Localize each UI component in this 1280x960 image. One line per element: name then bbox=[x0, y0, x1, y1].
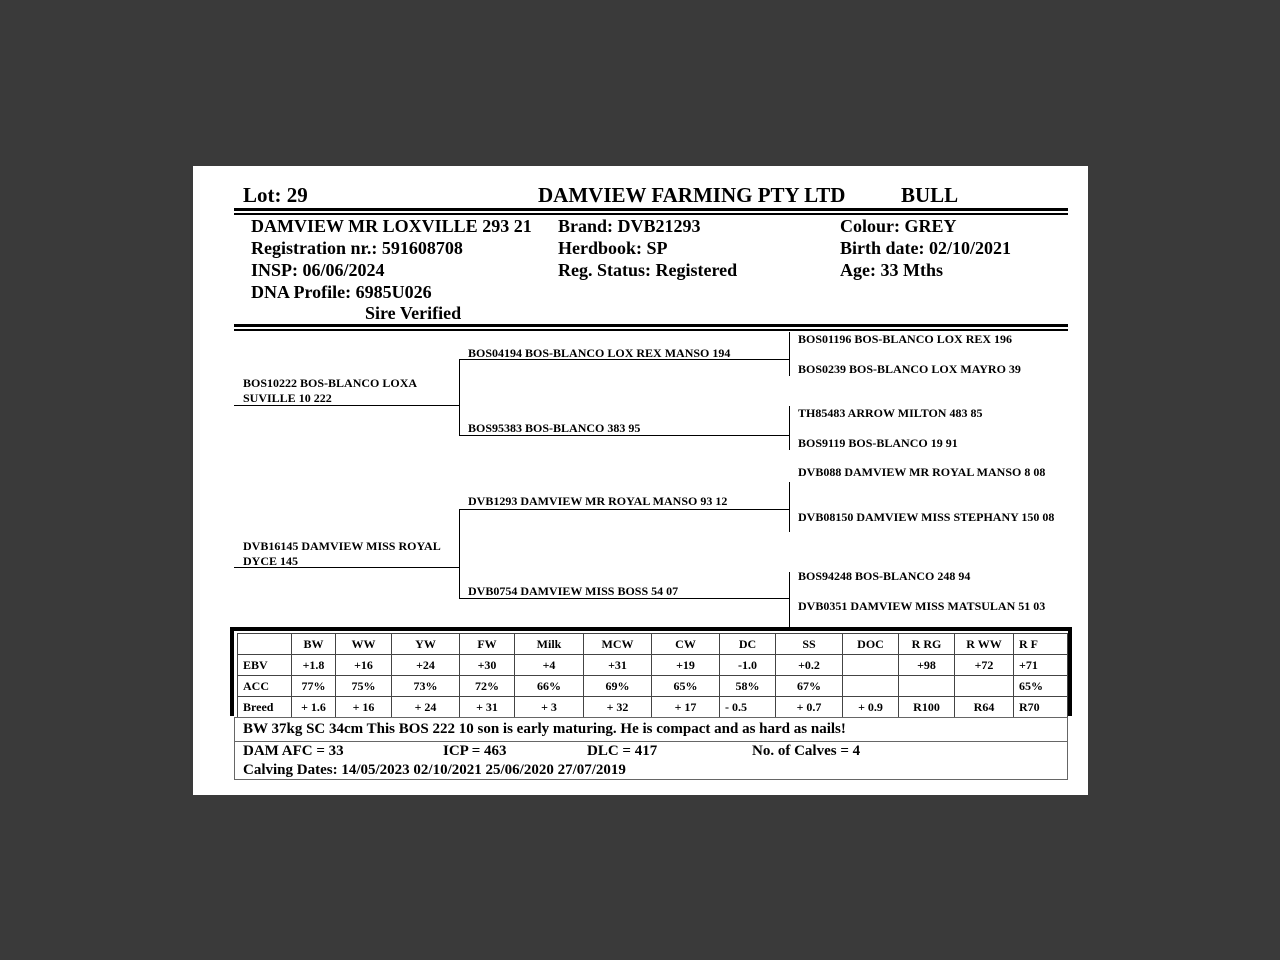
acc-cell: 75% bbox=[336, 676, 392, 697]
lot-card bbox=[193, 166, 1088, 795]
ebv-header-cell: FW bbox=[460, 634, 515, 655]
ebv-cell: +98 bbox=[899, 655, 955, 676]
brand: Brand: DVB21293 bbox=[558, 216, 701, 236]
number-of-calves: No. of Calves = 4 bbox=[752, 743, 861, 759]
ebv-header-cell: MCW bbox=[584, 634, 652, 655]
ggp-sire-dam-dam: BOS9119 BOS-BLANCO 19 91 bbox=[798, 436, 958, 450]
ebv-cell: -1.0 bbox=[720, 655, 776, 676]
breed-cell: R64 bbox=[955, 697, 1014, 718]
ggp-sire-sire-dam: BOS0239 BOS-BLANCO LOX MAYRO 39 bbox=[798, 362, 1021, 376]
company-name: DAMVIEW FARMING PTY LTD bbox=[538, 183, 846, 207]
ebv-table bbox=[237, 633, 1068, 718]
ebv-header-cell: Milk bbox=[515, 634, 584, 655]
breed-row bbox=[238, 697, 1068, 718]
dam-dam-name: DVB0754 DAMVIEW MISS BOSS 54 07 bbox=[468, 584, 679, 598]
dam-afc: DAM AFC = 33 bbox=[243, 743, 344, 759]
birth-date: Birth date: 02/10/2021 bbox=[840, 238, 1011, 258]
ggp-dam-sire-sire: DVB088 DAMVIEW MR ROYAL MANSO 8 08 bbox=[798, 465, 1046, 479]
ebv-cell: +4 bbox=[515, 655, 584, 676]
calving-dates: Calving Dates: 14/05/2023 02/10/2021 25/06/2020 27/07/2019 bbox=[243, 762, 626, 778]
acc-cell: 65% bbox=[1014, 676, 1068, 697]
breed-cell: + 31 bbox=[460, 697, 515, 718]
breed-cell: + 32 bbox=[584, 697, 652, 718]
ebv-header-cell: BW bbox=[292, 634, 336, 655]
acc-cell bbox=[843, 676, 899, 697]
sire-sire-name: BOS04194 BOS-BLANCO LOX REX MANSO 194 bbox=[468, 346, 731, 360]
ebv-header-cell: R F bbox=[1014, 634, 1068, 655]
ebv-header-cell bbox=[238, 634, 292, 655]
acc-cell: 67% bbox=[776, 676, 843, 697]
ebv-header-cell: DC bbox=[720, 634, 776, 655]
acc-cell: 77% bbox=[292, 676, 336, 697]
comment-box bbox=[234, 717, 1068, 742]
breed-cell: + 24 bbox=[392, 697, 460, 718]
registration-number: Registration nr.: 591608708 bbox=[251, 238, 463, 258]
colour: Colour: GREY bbox=[840, 216, 957, 236]
inspection-date: INSP: 06/06/2024 bbox=[251, 260, 385, 280]
divider bbox=[234, 208, 1068, 211]
age: Age: 33 Mths bbox=[840, 260, 943, 280]
ebv-row bbox=[238, 655, 1068, 676]
breed-cell: + 17 bbox=[652, 697, 720, 718]
ebv-header-row bbox=[238, 634, 1068, 655]
acc-cell: 66% bbox=[515, 676, 584, 697]
acc-row bbox=[238, 676, 1068, 697]
breed-cell: R100 bbox=[899, 697, 955, 718]
ebv-header-cell: DOC bbox=[843, 634, 899, 655]
ebv-row-label: Breed bbox=[238, 697, 292, 718]
dlc: DLC = 417 bbox=[587, 743, 658, 759]
ebv-cell: +0.2 bbox=[776, 655, 843, 676]
ebv-cell: +72 bbox=[955, 655, 1014, 676]
pedigree-line bbox=[789, 332, 790, 376]
sire-verified: Sire Verified bbox=[365, 303, 462, 323]
ggp-dam-dam-dam: DVB0351 DAMVIEW MISS MATSULAN 51 03 bbox=[798, 599, 1046, 613]
registration-status: Reg. Status: Registered bbox=[558, 260, 738, 280]
pedigree-line bbox=[789, 482, 790, 532]
animal-name: DAMVIEW MR LOXVILLE 293 21 bbox=[251, 216, 532, 236]
acc-cell: 58% bbox=[720, 676, 776, 697]
ggp-dam-dam-sire: BOS94248 BOS-BLANCO 248 94 bbox=[798, 569, 971, 583]
ebv-header-cell: CW bbox=[652, 634, 720, 655]
icp: ICP = 463 bbox=[443, 743, 507, 759]
ebv-cell: +1.8 bbox=[292, 655, 336, 676]
acc-cell bbox=[899, 676, 955, 697]
acc-cell: 69% bbox=[584, 676, 652, 697]
breed-cell: - 0.5 bbox=[720, 697, 776, 718]
ebv-header-cell: SS bbox=[776, 634, 843, 655]
breed-cell: + 0.9 bbox=[843, 697, 899, 718]
breed-cell: + 16 bbox=[336, 697, 392, 718]
acc-cell bbox=[955, 676, 1014, 697]
pedigree-line bbox=[459, 509, 789, 510]
divider bbox=[234, 329, 1068, 331]
breed-cell: + 0.7 bbox=[776, 697, 843, 718]
animal-type: BULL bbox=[901, 183, 959, 207]
ebv-row-label: EBV bbox=[238, 655, 292, 676]
ebv-row-label: ACC bbox=[238, 676, 292, 697]
dam-sire-name: DVB1293 DAMVIEW MR ROYAL MANSO 93 12 bbox=[468, 494, 728, 508]
ggp-sire-dam-sire: TH85483 ARROW MILTON 483 85 bbox=[798, 406, 983, 420]
comment: BW 37kg SC 34cm This BOS 222 10 son is early maturing. He is compact and as hard as nails! bbox=[243, 721, 846, 737]
lot-number: Lot: 29 bbox=[243, 183, 308, 207]
ggp-dam-sire-dam: DVB08150 DAMVIEW MISS STEPHANY 150 08 bbox=[798, 510, 1055, 524]
ebv-cell: +30 bbox=[460, 655, 515, 676]
divider bbox=[234, 213, 1068, 215]
acc-cell: 65% bbox=[652, 676, 720, 697]
ebv-cell: +71 bbox=[1014, 655, 1068, 676]
sire-name: BOS10222 BOS-BLANCO LOXA SUVILLE 10 222 bbox=[243, 376, 417, 405]
pedigree-line bbox=[789, 406, 790, 450]
ebv-header-cell: WW bbox=[336, 634, 392, 655]
dam-stats-box bbox=[234, 741, 1068, 780]
pedigree-line bbox=[459, 509, 460, 599]
breed-cell: + 1.6 bbox=[292, 697, 336, 718]
ebv-header-cell: R RG bbox=[899, 634, 955, 655]
pedigree-line bbox=[459, 359, 460, 436]
dna-profile: DNA Profile: 6985U026 bbox=[251, 282, 432, 302]
breed-cell: R70 bbox=[1014, 697, 1068, 718]
ebv-cell: +24 bbox=[392, 655, 460, 676]
ebv-cell bbox=[843, 655, 899, 676]
ebv-header-cell: YW bbox=[392, 634, 460, 655]
herdbook: Herdbook: SP bbox=[558, 238, 668, 258]
pedigree-line bbox=[789, 572, 790, 627]
ebv-cell: +19 bbox=[652, 655, 720, 676]
acc-cell: 73% bbox=[392, 676, 460, 697]
acc-cell: 72% bbox=[460, 676, 515, 697]
ggp-sire-sire-sire: BOS01196 BOS-BLANCO LOX REX 196 bbox=[798, 332, 1013, 346]
dam-name: DVB16145 DAMVIEW MISS ROYAL DYCE 145 bbox=[243, 539, 441, 568]
breed-cell: + 3 bbox=[515, 697, 584, 718]
ebv-cell: +31 bbox=[584, 655, 652, 676]
ebv-header-cell: R WW bbox=[955, 634, 1014, 655]
ebv-cell: +16 bbox=[336, 655, 392, 676]
sire-dam-name: BOS95383 BOS-BLANCO 383 95 bbox=[468, 421, 641, 435]
divider bbox=[234, 324, 1068, 327]
